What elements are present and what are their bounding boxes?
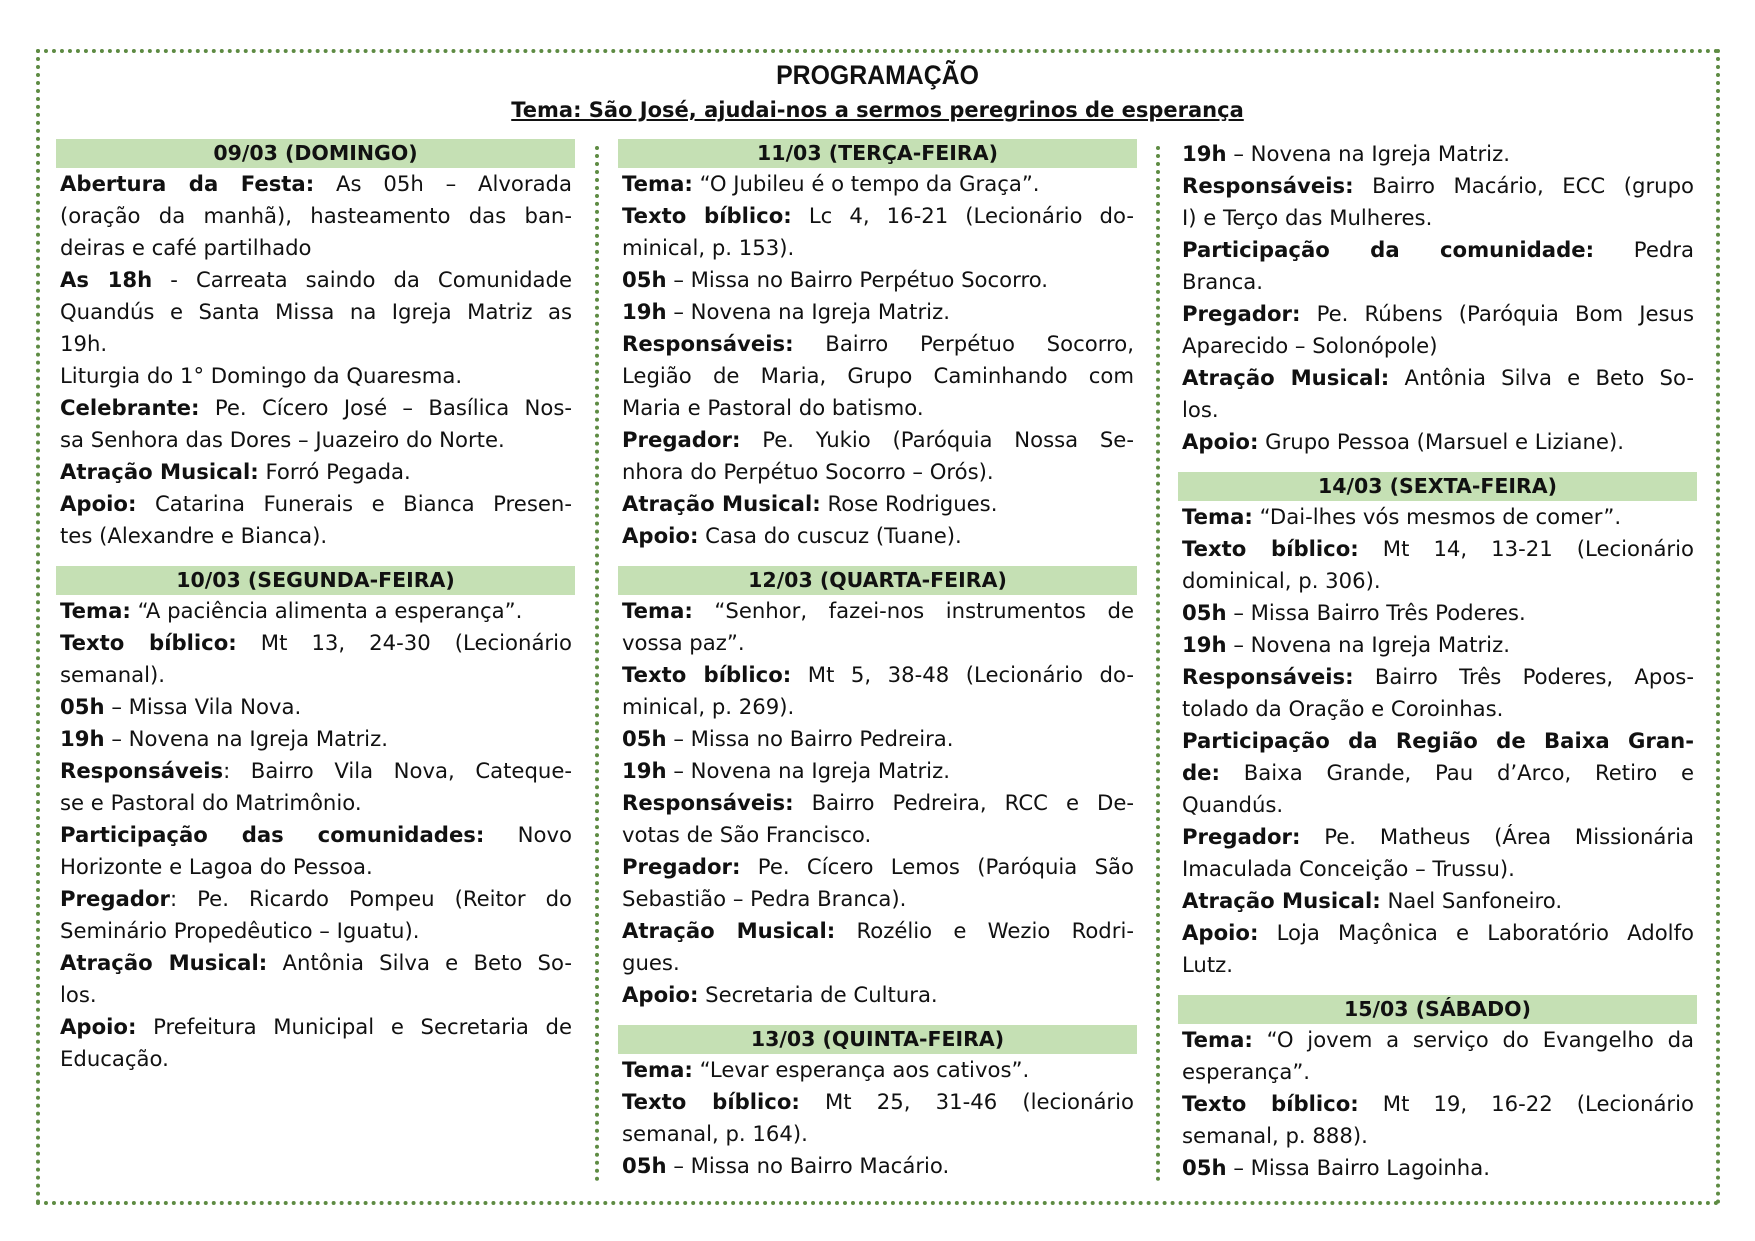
line-label: 05h [622, 726, 667, 751]
line-text: – Novena na Igreja Matriz. [666, 299, 950, 324]
line-text: Antônia Silva e Beto So- [1389, 365, 1694, 390]
line-label: Tema: [622, 171, 693, 196]
schedule-line [56, 456, 575, 488]
line-label: Pregador: [622, 427, 741, 452]
line-text: semanal). [60, 662, 165, 687]
line-text: – Missa Bairro Lagoinha. [1226, 1155, 1490, 1180]
line-text: : Bairro Vila Nova, Cateque- [223, 758, 572, 783]
schedule-line [618, 296, 1137, 328]
line-label: Participação das comunidades: [60, 822, 485, 847]
line-text: Mt 19, 16-22 (Lecionário [1358, 1091, 1694, 1116]
schedule-line [56, 723, 575, 755]
line-text: semanal, p. 888). [1182, 1123, 1368, 1148]
line-text: Aparecido – Solonópole) [1182, 333, 1438, 358]
schedule-line [56, 328, 575, 360]
schedule-line [618, 456, 1137, 488]
schedule-line [56, 296, 575, 328]
line-label: Pregador: [1182, 301, 1301, 326]
line-label: Responsáveis: [1182, 173, 1354, 198]
schedule-line [1178, 1120, 1697, 1152]
line-label: As 18h [60, 267, 153, 292]
line-text: - Carreata saindo da Comunidade [152, 267, 572, 292]
line-label: Pregador: [622, 854, 741, 879]
line-text: Loja Maçônica e Laboratório Adolfo [1258, 920, 1694, 945]
line-text: tes (Alexandre e Bianca). [60, 523, 328, 548]
line-text: Maria e Pastoral do batismo. [622, 395, 924, 420]
line-text: Catarina Funerais e Bianca Presen- [136, 491, 572, 516]
line-text: – Novena na Igreja Matriz. [1226, 632, 1510, 657]
schedule-line [618, 392, 1137, 424]
schedule-line [1178, 266, 1697, 298]
schedule-line [56, 947, 575, 979]
schedule-line [618, 723, 1137, 755]
schedule-line [618, 1150, 1137, 1182]
line-text: As 05h – Alvorada [314, 171, 572, 196]
line-label: Atração Musical: [1182, 365, 1390, 390]
line-text: Grupo Pessoa (Marsuel e Liziane). [1258, 429, 1624, 454]
schedule-line [56, 787, 575, 819]
schedule-line [56, 627, 575, 659]
schedule-line [618, 1054, 1137, 1086]
schedule-line [56, 424, 575, 456]
line-label: Tema: [622, 598, 693, 623]
schedule-line [618, 200, 1137, 232]
schedule-line [618, 488, 1137, 520]
schedule-line [1178, 661, 1697, 693]
schedule-line [618, 232, 1137, 264]
line-text: vossa paz”. [622, 630, 745, 655]
line-label: 19h [60, 726, 105, 751]
schedule-line [618, 851, 1137, 883]
line-label: Atração Musical: [622, 918, 836, 943]
schedule-line [618, 328, 1137, 360]
schedule-line [1178, 565, 1697, 597]
column-divider [595, 146, 599, 1182]
schedule-line [1178, 330, 1697, 362]
line-text: Pe. Cícero José – Basílica Nos- [199, 395, 572, 420]
line-text: : Pe. Ricardo Pompeu (Reitor do [169, 886, 572, 911]
schedule-line [618, 755, 1137, 787]
schedule-line [618, 915, 1137, 947]
line-text: Quandús. [1182, 792, 1284, 817]
line-text: “Levar esperança aos cativos”. [692, 1057, 1030, 1082]
line-text: “Dai-lhes vós mesmos de comer”. [1252, 504, 1622, 529]
schedule-line [56, 755, 575, 787]
line-text: Lc 4, 16-21 (Lecionário do- [791, 203, 1134, 228]
schedule-line [1178, 501, 1697, 533]
schedule-line [618, 691, 1137, 723]
line-label: Texto bíblico: [622, 662, 792, 687]
line-text: – Missa Bairro Três Poderes. [1226, 600, 1526, 625]
line-text: – Missa Vila Nova. [104, 694, 302, 719]
line-text: – Missa no Bairro Perpétuo Socorro. [666, 267, 1049, 292]
line-text: “O Jubileu é o tempo da Graça”. [692, 171, 1040, 196]
schedule-line [56, 595, 575, 627]
schedule-line [56, 915, 575, 947]
schedule-line [618, 424, 1137, 456]
line-text: Pe. Cícero Lemos (Paróquia São [740, 854, 1134, 879]
line-text: Novo [484, 822, 572, 847]
line-text: “A paciência alimenta a esperança”. [130, 598, 523, 623]
line-text: Pe. Yukio (Paróquia Nossa Se- [740, 427, 1134, 452]
day-header: 11/03 (TERÇA-FEIRA) [618, 139, 1137, 168]
schedule-line [1178, 885, 1697, 917]
schedule-line [1178, 1088, 1697, 1120]
line-text: Bairro Macário, ECC (grupo [1353, 173, 1694, 198]
schedule-line [1178, 949, 1697, 981]
line-text: dominical, p. 306). [1182, 568, 1381, 593]
line-text: Rozélio e Wezio Rodri- [835, 918, 1134, 943]
column-divider [1156, 146, 1160, 1182]
line-label: Atração Musical: [1182, 888, 1381, 913]
line-label: 19h [622, 758, 667, 783]
schedule-line [1178, 426, 1697, 458]
line-text: Pe. Matheus (Área Missionária [1300, 824, 1694, 849]
line-label: Apoio: [1182, 429, 1259, 454]
line-text: Pe. Rúbens (Paróquia Bom Jesus [1300, 301, 1694, 326]
schedule-line [56, 851, 575, 883]
line-label: Texto bíblico: [1182, 1091, 1359, 1116]
schedule-line [618, 819, 1137, 851]
line-text: – Novena na Igreja Matriz. [666, 758, 950, 783]
schedule-line [1178, 1152, 1697, 1184]
line-text: deiras e café partilhado [60, 235, 312, 260]
line-text: Quandús e Santa Missa na Igreja Matriz as [60, 299, 572, 324]
line-label: 05h [622, 267, 667, 292]
line-text: Legião de Maria, Grupo Caminhando com [622, 363, 1134, 388]
schedule-line [618, 595, 1137, 627]
line-text: votas de São Francisco. [622, 822, 872, 847]
schedule-line [1178, 138, 1697, 170]
schedule-line [1178, 693, 1697, 725]
schedule-line [1178, 725, 1697, 757]
line-text: Nael Sanfoneiro. [1380, 888, 1563, 913]
line-text: Bairro Perpétuo Socorro, [793, 331, 1134, 356]
schedule-line [618, 264, 1137, 296]
line-text: Lutz. [1182, 952, 1234, 977]
schedule-line [618, 168, 1137, 200]
line-text: tolado da Oração e Coroinhas. [1182, 696, 1504, 721]
line-text: Secretaria de Cultura. [698, 982, 938, 1007]
line-text: Bairro Três Poderes, Apos- [1353, 664, 1694, 689]
schedule-line [56, 232, 575, 264]
line-label: Responsáveis [60, 758, 224, 783]
line-text: semanal, p. 164). [622, 1121, 808, 1146]
schedule-line [618, 787, 1137, 819]
schedule-line [56, 659, 575, 691]
line-label: Texto bíblico: [1182, 536, 1359, 561]
line-label: Atração Musical: [622, 491, 821, 516]
schedule-line [56, 520, 575, 552]
line-label: Responsáveis: [622, 790, 794, 815]
line-label: 05h [1182, 600, 1227, 625]
schedule-line [1178, 170, 1697, 202]
line-text: Casa do cuscuz (Tuane). [698, 523, 962, 548]
day-header: 12/03 (QUARTA-FEIRA) [618, 566, 1137, 595]
line-text: Mt 14, 13-21 (Lecionário [1358, 536, 1694, 561]
line-text: minical, p. 153). [622, 235, 795, 260]
schedule-line [56, 200, 575, 232]
schedule-line [618, 947, 1137, 979]
day-header: 10/03 (SEGUNDA-FEIRA) [56, 566, 575, 595]
schedule-line [618, 659, 1137, 691]
schedule-line [618, 883, 1137, 915]
schedule-line [1178, 853, 1697, 885]
schedule-line [1178, 202, 1697, 234]
page-subtitle: Tema: São José, ajudai-nos a sermos peregrinos de esperança [511, 98, 1244, 122]
schedule-line [56, 392, 575, 424]
day-header: 14/03 (SEXTA-FEIRA) [1178, 472, 1697, 501]
line-label: Tema: [60, 598, 131, 623]
line-label: Apoio: [622, 523, 699, 548]
line-text: sa Senhora das Dores – Juazeiro do Norte. [60, 427, 505, 452]
line-text: – Missa no Bairro Macário. [666, 1153, 950, 1178]
schedule-column-1 [56, 139, 575, 1075]
line-text: Baixa Grande, Pau d’Arco, Retiro e [1220, 760, 1694, 785]
line-text: los. [1182, 397, 1219, 422]
line-label: Apoio: [622, 982, 699, 1007]
line-text: esperança”. [1182, 1059, 1311, 1084]
day-header: 09/03 (DOMINGO) [56, 139, 575, 168]
schedule-line [56, 883, 575, 915]
line-label: Texto bíblico: [622, 1089, 800, 1114]
schedule-line [1178, 917, 1697, 949]
line-label: Apoio: [1182, 920, 1259, 945]
line-text: se e Pastoral do Matrimônio. [60, 790, 362, 815]
schedule-line [1178, 1024, 1697, 1056]
schedule-line [1178, 597, 1697, 629]
line-text: 19h. [60, 331, 108, 356]
schedule-line [1178, 821, 1697, 853]
line-text: nhora do Perpétuo Socorro – Orós). [622, 459, 994, 484]
line-label: Tema: [622, 1057, 693, 1082]
line-label: Celebrante: [60, 395, 200, 420]
schedule-line [618, 979, 1137, 1011]
schedule-line [618, 1118, 1137, 1150]
line-text: Mt 13, 24-30 (Lecionário [236, 630, 572, 655]
schedule-line [56, 691, 575, 723]
schedule-line [1178, 362, 1697, 394]
schedule-line [1178, 629, 1697, 661]
line-text: Horizonte e Lagoa do Pessoa. [60, 854, 373, 879]
line-text: “Senhor, fazei-nos instrumentos de [692, 598, 1134, 623]
schedule-line [618, 360, 1137, 392]
schedule-line [618, 1086, 1137, 1118]
line-text: Mt 25, 31-46 (lecionário [799, 1089, 1134, 1114]
schedule-column-2 [618, 139, 1137, 1182]
schedule-line [56, 1043, 575, 1075]
line-text: – Novena na Igreja Matriz. [1226, 141, 1510, 166]
line-label: Abertura da Festa: [60, 171, 315, 196]
schedule-line [56, 168, 575, 200]
schedule-line [56, 264, 575, 296]
line-text: “O jovem a serviço do Evangelho da [1252, 1027, 1694, 1052]
schedule-line [56, 488, 575, 520]
line-label: 19h [622, 299, 667, 324]
line-text: – Novena na Igreja Matriz. [104, 726, 388, 751]
line-text: – Missa no Bairro Pedreira. [666, 726, 954, 751]
line-label: Pregador [60, 886, 170, 911]
line-label: Apoio: [60, 1014, 137, 1039]
line-label: Apoio: [60, 491, 137, 516]
schedule-line [56, 1011, 575, 1043]
schedule-line [1178, 757, 1697, 789]
line-text: Liturgia do 1° Domingo da Quaresma. [60, 363, 463, 388]
schedule-line [56, 979, 575, 1011]
line-label: Texto bíblico: [60, 630, 237, 655]
line-text: I) e Terço das Mulheres. [1182, 205, 1433, 230]
line-text: Mt 5, 38-48 (Lecionário do- [791, 662, 1134, 687]
day-header: 13/03 (QUINTA-FEIRA) [618, 1025, 1137, 1054]
line-text: Branca. [1182, 269, 1264, 294]
schedule-line [1178, 533, 1697, 565]
line-text: Forró Pegada. [258, 459, 411, 484]
line-label: Participação da comunidade: [1182, 237, 1595, 262]
line-label: 19h [1182, 632, 1227, 657]
line-label: 19h [1182, 141, 1227, 166]
line-text: gues. [622, 950, 680, 975]
schedule-line [618, 627, 1137, 659]
schedule-line [1178, 298, 1697, 330]
line-label: de: [1182, 760, 1221, 785]
line-text: Bairro Pedreira, RCC e De- [793, 790, 1134, 815]
line-label: Tema: [1182, 504, 1253, 529]
line-text: Antônia Silva e Beto So- [267, 950, 572, 975]
schedule-line [56, 360, 575, 392]
schedule-line [1178, 1056, 1697, 1088]
line-label: Pregador: [1182, 824, 1301, 849]
line-text: Imaculada Conceição – Trussu). [1182, 856, 1515, 881]
line-text: minical, p. 269). [622, 694, 795, 719]
line-label: 05h [1182, 1155, 1227, 1180]
page-title: PROGRAMAÇÃO [776, 60, 979, 90]
line-label: Responsáveis: [1182, 664, 1354, 689]
line-label: Atração Musical: [60, 950, 268, 975]
line-label: Atração Musical: [60, 459, 259, 484]
schedule-line [1178, 234, 1697, 266]
day-header: 15/03 (SÁBADO) [1178, 995, 1697, 1024]
line-text: (oração da manhã), hasteamento das ban- [60, 203, 572, 228]
line-label: Participação da Região de Baixa Gran- [1182, 728, 1694, 753]
line-label: Tema: [1182, 1027, 1253, 1052]
line-text: Educação. [60, 1046, 169, 1071]
schedule-line [1178, 789, 1697, 821]
schedule-line [618, 520, 1137, 552]
schedule-column-3 [1178, 138, 1697, 1184]
line-label: 05h [622, 1153, 667, 1178]
line-label: 05h [60, 694, 105, 719]
line-text: Sebastião – Pedra Branca). [622, 886, 907, 911]
line-text: Pedra [1594, 237, 1694, 262]
schedule-line [56, 819, 575, 851]
line-text: Rose Rodrigues. [820, 491, 998, 516]
line-text: Seminário Propedêutico – Iguatu). [60, 918, 420, 943]
line-label: Responsáveis: [622, 331, 794, 356]
line-label: Texto bíblico: [622, 203, 792, 228]
line-text: Prefeitura Municipal e Secretaria de [136, 1014, 572, 1039]
schedule-line [1178, 394, 1697, 426]
line-text: los. [60, 982, 97, 1007]
